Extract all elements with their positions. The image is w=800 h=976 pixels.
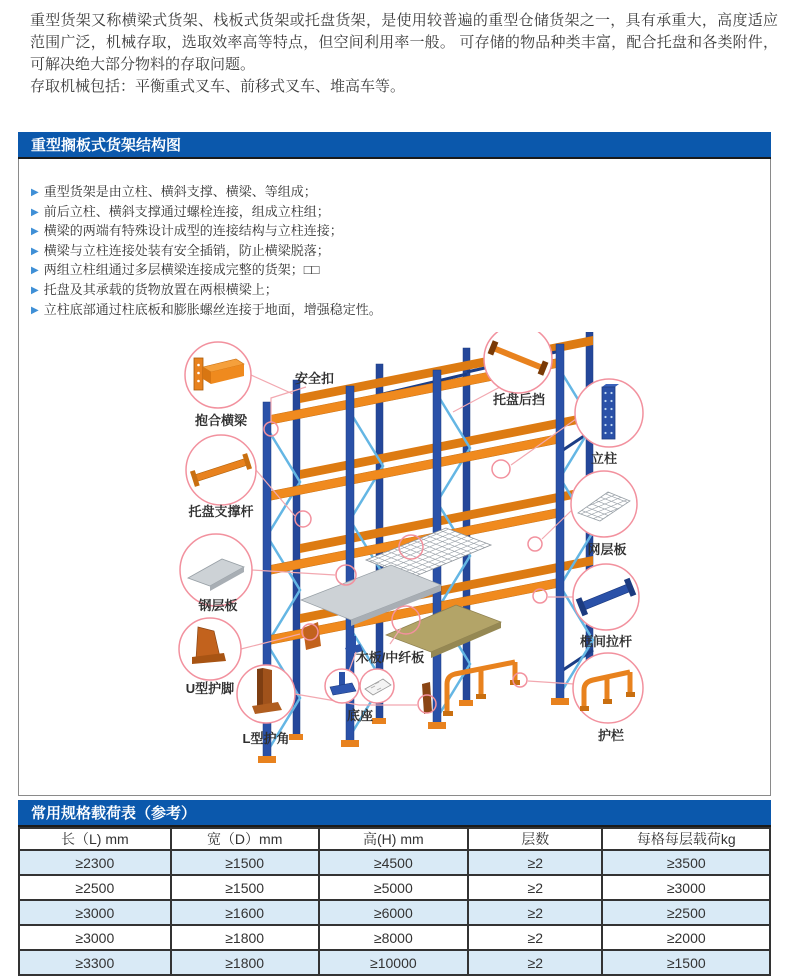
callout-baohe-hengliang (185, 342, 251, 428)
callout-label-muban: 木板/中纤板 (355, 650, 425, 665)
bullet-text: 横梁与立柱连接处装有安全插销，防止横梁脱落； (43, 242, 330, 258)
spec-cell: ≥2 (468, 950, 602, 975)
spec-cell: ≥2 (468, 925, 602, 950)
spec-cell: ≥1800 (171, 950, 319, 975)
bullet-text: 重型货架是由立柱、横斜支撑、横梁、等组成； (43, 184, 317, 199)
structure-section (18, 132, 771, 798)
bullet-arrow-icon: ▶ (31, 245, 39, 257)
spec-cell: ≥2 (468, 875, 602, 900)
bullet-arrow-icon: ▶ (31, 284, 39, 296)
callout-u-hujiao (179, 618, 241, 696)
spec-cell: ≥4500 (319, 850, 468, 875)
spec-cell: ≥3000 (19, 925, 171, 950)
bullet-item (31, 183, 770, 203)
bullet-item (31, 281, 770, 301)
callout-label: 钢层板 (198, 598, 238, 613)
column-header: 层数 (468, 828, 602, 850)
spec-cell: ≥8000 (319, 925, 468, 950)
bullet-text: 立柱底部通过柱底板和膨胀螺丝连接于地面，增强稳定性。 (43, 301, 382, 317)
callout-label: 抱合横梁 (194, 413, 248, 428)
bullet-text: 前后立柱、横斜支撑通过螺栓连接，组成立柱组； (43, 203, 330, 219)
bullet-item (31, 301, 770, 321)
table-row (19, 950, 770, 975)
rack-illustration (258, 332, 596, 763)
spec-cell: ≥1600 (171, 900, 319, 925)
bullet-arrow-icon: ▶ (31, 265, 39, 277)
structure-section-title: 重型搁板式货架结构图 (18, 132, 771, 159)
bullet-arrow-icon: ▶ (31, 206, 39, 218)
u-guard-on-rack (303, 622, 321, 650)
callout-label: 托盘后挡 (492, 392, 546, 407)
callout-label: L型护角 (242, 731, 290, 746)
spec-cell: ≥1500 (171, 875, 319, 900)
callout-label: 托盘支撑杆 (188, 504, 254, 519)
bullet-arrow-icon: ▶ (31, 304, 39, 316)
spec-cell: ≥1500 (602, 950, 770, 975)
bullet-item (31, 261, 770, 281)
callout-wangcengban (571, 471, 637, 557)
callout-tuopan-houdang (484, 332, 552, 407)
spec-cell: ≥6000 (319, 900, 468, 925)
spec-table (18, 827, 771, 976)
bullet-text: 托盘及其承载的货物放置在两根横梁上； (43, 281, 278, 297)
callout-l-hujiao (237, 665, 295, 746)
callout-label: 底座 (346, 708, 374, 723)
callout-gangcengban (180, 534, 252, 613)
spec-cell: ≥2300 (19, 850, 171, 875)
spec-cell: ≥2000 (602, 925, 770, 950)
bullet-text: 横梁的两端有特殊设计成型的连接结构与立柱连接； (43, 223, 343, 239)
callout-kuangjian-lagan (573, 564, 639, 649)
intro-paragraph-1: 重型货架又称横梁式货架、栈板式货架或托盘货架，是使用较普遍的重型仓储货架之一，具有承重大，高度适应范围广泛，机械存取，选取效率高等特点，但空间利用率一般。 可存储的物品种类丰富，配合托盘和各类附件，可解决绝大部分物料的存取问题。 (30, 12, 778, 73)
callout-label: U型护脚 (185, 681, 235, 696)
spec-cell: ≥2500 (19, 875, 171, 900)
table-header-row (19, 828, 770, 850)
spec-cell: ≥3000 (19, 900, 171, 925)
table-row (19, 875, 770, 900)
l-angle-on-rack (422, 682, 432, 714)
spec-cell: ≥3300 (19, 950, 171, 975)
feature-bullet-list (19, 159, 770, 320)
table-row (19, 900, 770, 925)
rack-structure-diagram (19, 332, 772, 771)
column-header: 每格每层载荷kg (602, 828, 770, 850)
table-row (19, 850, 770, 875)
callout-tuopan-zhichenggan (186, 435, 256, 519)
callout-label: 网层板 (587, 542, 627, 557)
spec-section-title: 常用规格载荷表（参考） (18, 800, 771, 827)
intro-paragraph-2: 存取机械包括：平衡重式叉车、前移式叉车、堆高车等。 (30, 78, 406, 95)
spec-cell: ≥2500 (602, 900, 770, 925)
spec-cell: ≥3500 (602, 850, 770, 875)
structure-section-body (18, 159, 771, 796)
spec-cell: ≥3000 (602, 875, 770, 900)
bullet-arrow-icon: ▶ (31, 226, 39, 238)
bullet-item (31, 242, 770, 262)
callout-label-anquankou: 安全扣 (295, 371, 335, 386)
callout-lizhu (575, 379, 643, 466)
callout-dizuo (325, 669, 394, 723)
column-header: 宽（D）mm (171, 828, 319, 850)
spec-cell: ≥5000 (319, 875, 468, 900)
spec-cell: ≥10000 (319, 950, 468, 975)
callout-label: 框间拉杆 (579, 634, 633, 649)
callout-hulan (573, 653, 643, 743)
bullet-item (31, 222, 770, 242)
spec-cell: ≥1500 (171, 850, 319, 875)
table-row (19, 925, 770, 950)
spec-cell: ≥1800 (171, 925, 319, 950)
spec-section (18, 800, 771, 976)
column-header: 长（L) mm (19, 828, 171, 850)
bullet-item (31, 203, 770, 223)
column-header: 高(H) mm (319, 828, 468, 850)
spec-cell: ≥2 (468, 850, 602, 875)
intro-text (30, 10, 778, 98)
bullet-text: 两组立柱组通过多层横梁连接成完整的货架；□□ (43, 262, 320, 278)
bullet-arrow-icon: ▶ (31, 187, 39, 198)
callout-label: 护栏 (597, 728, 625, 743)
callout-label: 立柱 (590, 451, 618, 466)
spec-cell: ≥2 (468, 900, 602, 925)
